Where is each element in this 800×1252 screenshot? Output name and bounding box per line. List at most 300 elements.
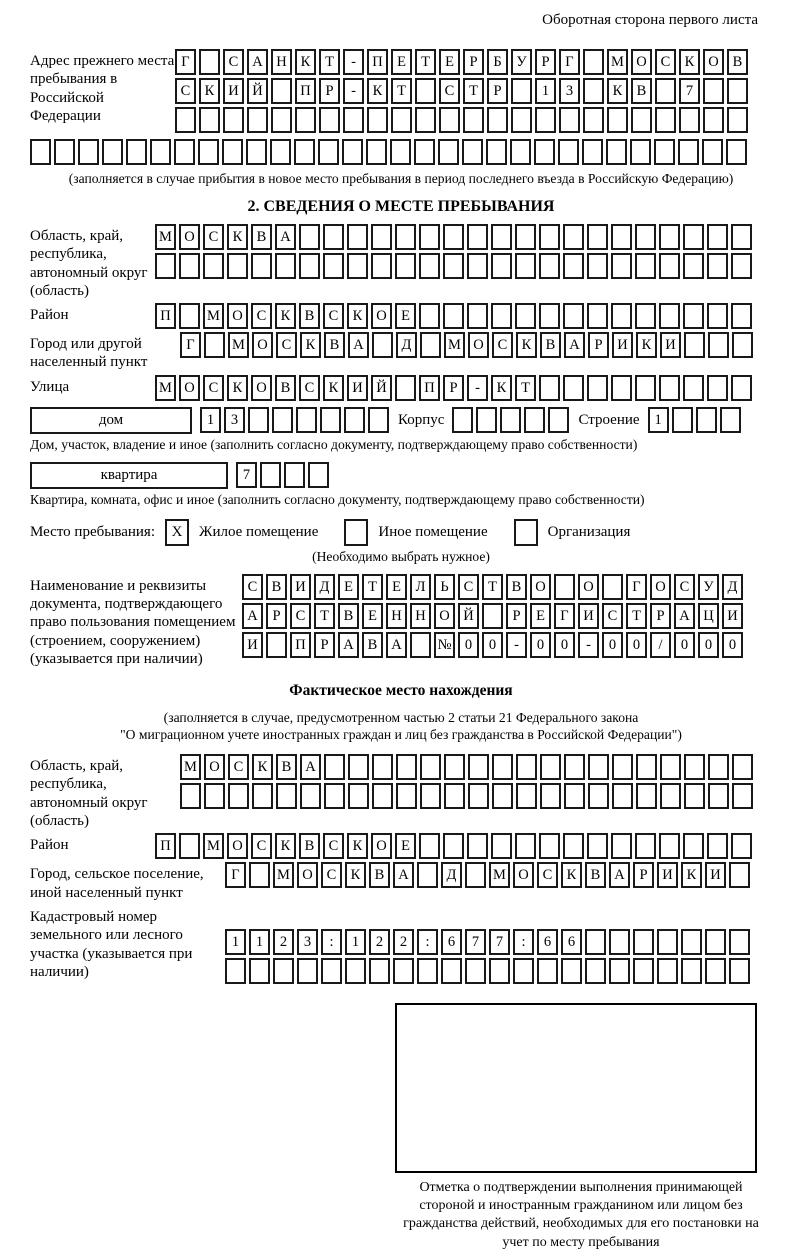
- other-premises-checkbox: [344, 519, 368, 546]
- char-cell: С: [228, 754, 249, 780]
- char-cell: В: [299, 303, 320, 329]
- region-rows: [155, 224, 755, 282]
- char-cell: 2: [393, 929, 414, 955]
- char-cell: 2: [369, 929, 390, 955]
- char-cell: [731, 833, 752, 859]
- char-cell: [702, 139, 723, 165]
- dwelling-checkbox: X: [165, 519, 189, 546]
- house-row: [30, 407, 772, 434]
- char-cell: [342, 139, 363, 165]
- char-cell: [515, 224, 536, 250]
- char-cell: Р: [463, 49, 484, 75]
- char-cell: Т: [463, 78, 484, 104]
- char-cell: [347, 224, 368, 250]
- char-cell: М: [155, 375, 176, 401]
- char-cell: В: [299, 833, 320, 859]
- presence-label: Место пребывания:: [30, 524, 155, 541]
- char-cell: [707, 833, 728, 859]
- char-cell: [465, 862, 486, 888]
- char-cell: П: [295, 78, 316, 104]
- char-cell: [180, 783, 201, 809]
- char-cell: [443, 224, 464, 250]
- char-cell: К: [252, 754, 273, 780]
- actual-region-rows: [180, 754, 756, 812]
- char-cell: [609, 958, 630, 984]
- char-cell: [482, 603, 503, 629]
- section2-title: 2. СВЕДЕНИЯ О МЕСТЕ ПРЕБЫВАНИЯ: [247, 197, 555, 215]
- char-cell: Ц: [698, 603, 719, 629]
- char-cell: [155, 253, 176, 279]
- char-cell: [606, 139, 627, 165]
- char-cell: К: [347, 303, 368, 329]
- char-cell: О: [530, 574, 551, 600]
- char-cell: [631, 107, 652, 133]
- char-cell: С: [251, 833, 272, 859]
- apartment-number-cells: [236, 462, 332, 488]
- char-cell: [563, 833, 584, 859]
- char-cell: [489, 958, 510, 984]
- char-cell: Г: [175, 49, 196, 75]
- char-cell: [611, 224, 632, 250]
- char-cell: [297, 958, 318, 984]
- char-cell: [515, 833, 536, 859]
- korpus-cells: [452, 407, 572, 433]
- char-cell: 1: [535, 78, 556, 104]
- char-cell: [609, 929, 630, 955]
- char-cell: [467, 303, 488, 329]
- char-cell: [559, 107, 580, 133]
- char-cell: [273, 958, 294, 984]
- char-cell: [683, 224, 704, 250]
- char-cell: [491, 253, 512, 279]
- char-cell: И: [705, 862, 726, 888]
- char-cell: [587, 833, 608, 859]
- char-cell: [476, 407, 497, 433]
- char-cell: [300, 783, 321, 809]
- char-cell: 0: [626, 632, 647, 658]
- char-cell: Е: [395, 833, 416, 859]
- char-cell: [511, 107, 532, 133]
- char-cell: [444, 754, 465, 780]
- char-cell: [491, 303, 512, 329]
- char-cell: Р: [314, 632, 335, 658]
- char-cell: 7: [679, 78, 700, 104]
- char-cell: [228, 783, 249, 809]
- char-cell: [630, 139, 651, 165]
- char-cell: [249, 958, 270, 984]
- char-cell: Д: [722, 574, 743, 600]
- char-cell: [491, 833, 512, 859]
- char-cell: [612, 754, 633, 780]
- char-cell: [539, 303, 560, 329]
- char-cell: -: [506, 632, 527, 658]
- char-cell: -: [467, 375, 488, 401]
- char-cell: [367, 107, 388, 133]
- char-cell: [308, 462, 329, 488]
- char-cell: 3: [297, 929, 318, 955]
- char-cell: [703, 78, 724, 104]
- char-cell: С: [439, 78, 460, 104]
- char-cell: [443, 253, 464, 279]
- char-cell: О: [204, 754, 225, 780]
- char-cell: С: [537, 862, 558, 888]
- char-cell: Е: [362, 603, 383, 629]
- char-cell: [731, 375, 752, 401]
- char-cell: [441, 958, 462, 984]
- char-cell: П: [155, 833, 176, 859]
- char-cell: [393, 958, 414, 984]
- street-row: [155, 375, 755, 401]
- char-cell: [683, 833, 704, 859]
- char-cell: [516, 754, 537, 780]
- char-cell: [319, 107, 340, 133]
- char-cell: А: [564, 332, 585, 358]
- char-cell: [729, 862, 750, 888]
- char-cell: [708, 754, 729, 780]
- presence-row: [30, 519, 772, 546]
- char-cell: [540, 754, 561, 780]
- char-cell: Й: [458, 603, 479, 629]
- char-cell: 1: [200, 407, 221, 433]
- char-cell: [465, 958, 486, 984]
- char-cell: [179, 253, 200, 279]
- char-cell: [198, 139, 219, 165]
- document-label: Наименование и реквизиты документа, подтверждающего право пользования помещением (строением, сооружением) (указывается при наличии): [30, 577, 236, 667]
- char-cell: Г: [225, 862, 246, 888]
- char-cell: [732, 783, 753, 809]
- char-cell: 0: [602, 632, 623, 658]
- char-cell: [150, 139, 171, 165]
- char-cell: [564, 754, 585, 780]
- actual-location-note-2: "О миграционном учете иностранных граждан и лиц без гражданства в Российской Федерации"): [120, 727, 682, 743]
- city-label: Город или другой населенный пункт: [30, 336, 148, 371]
- char-cell: [585, 929, 606, 955]
- char-cell: [516, 783, 537, 809]
- char-cell: К: [636, 332, 657, 358]
- actual-district-block: [30, 833, 772, 859]
- char-cell: С: [655, 49, 676, 75]
- char-cell: Т: [362, 574, 383, 600]
- char-cell: К: [347, 833, 368, 859]
- char-cell: [554, 574, 575, 600]
- char-cell: Д: [396, 332, 417, 358]
- char-cell: Ь: [434, 574, 455, 600]
- char-cell: [223, 107, 244, 133]
- char-cell: С: [299, 375, 320, 401]
- char-cell: М: [273, 862, 294, 888]
- char-cell: Е: [391, 49, 412, 75]
- char-cell: [391, 107, 412, 133]
- char-cell: [419, 833, 440, 859]
- char-cell: [487, 107, 508, 133]
- char-cell: [344, 407, 365, 433]
- house-type-box: дом: [30, 407, 192, 434]
- char-cell: [708, 783, 729, 809]
- char-cell: [612, 783, 633, 809]
- char-cell: [272, 407, 293, 433]
- char-cell: [548, 407, 569, 433]
- char-cell: М: [203, 833, 224, 859]
- char-cell: Н: [386, 603, 407, 629]
- district-label: Район: [30, 307, 69, 324]
- page-side-note: Оборотная сторона первого листа: [542, 12, 758, 28]
- dwelling-option-label: Жилое помещение: [199, 523, 319, 540]
- char-cell: [583, 78, 604, 104]
- char-cell: М: [180, 754, 201, 780]
- char-cell: С: [321, 862, 342, 888]
- char-cell: У: [698, 574, 719, 600]
- char-cell: П: [367, 49, 388, 75]
- char-cell: [410, 632, 431, 658]
- char-cell: [729, 929, 750, 955]
- char-cell: [587, 224, 608, 250]
- char-cell: Е: [439, 49, 460, 75]
- organization-checkbox: [514, 519, 538, 546]
- char-cell: [561, 958, 582, 984]
- char-cell: [515, 303, 536, 329]
- char-cell: [684, 754, 705, 780]
- char-cell: [371, 224, 392, 250]
- char-cell: В: [506, 574, 527, 600]
- char-cell: О: [227, 303, 248, 329]
- char-cell: [414, 139, 435, 165]
- char-cell: О: [650, 574, 671, 600]
- char-cell: О: [513, 862, 534, 888]
- char-cell: [54, 139, 75, 165]
- char-cell: [585, 958, 606, 984]
- cadastre-row-1: [225, 929, 753, 955]
- char-cell: [443, 303, 464, 329]
- presence-note: (Необходимо выбрать нужное): [312, 548, 490, 564]
- char-cell: [654, 139, 675, 165]
- char-cell: Т: [314, 603, 335, 629]
- char-cell: [602, 574, 623, 600]
- char-cell: [468, 783, 489, 809]
- char-cell: С: [276, 332, 297, 358]
- prev-address-label: Адрес прежнего места пребывания в Российской Федерации: [30, 53, 175, 124]
- char-cell: :: [417, 929, 438, 955]
- char-cell: [222, 139, 243, 165]
- char-cell: [467, 224, 488, 250]
- char-cell: К: [367, 78, 388, 104]
- char-cell: [299, 224, 320, 250]
- char-cell: [324, 783, 345, 809]
- cadastre-row-2: [225, 958, 753, 984]
- document-row-3: [242, 632, 746, 658]
- char-cell: [260, 462, 281, 488]
- char-cell: О: [252, 332, 273, 358]
- char-cell: [660, 783, 681, 809]
- char-cell: [659, 375, 680, 401]
- char-cell: 7: [465, 929, 486, 955]
- char-cell: О: [578, 574, 599, 600]
- char-cell: [696, 407, 717, 433]
- char-cell: [323, 224, 344, 250]
- char-cell: С: [242, 574, 263, 600]
- char-cell: [296, 407, 317, 433]
- actual-city-block: [30, 862, 772, 902]
- char-cell: [732, 754, 753, 780]
- char-cell: А: [247, 49, 268, 75]
- prev-address-block: [30, 49, 772, 136]
- char-cell: [415, 78, 436, 104]
- char-cell: [731, 303, 752, 329]
- actual-region-row-2: [180, 783, 756, 809]
- char-cell: К: [679, 49, 700, 75]
- char-cell: [343, 107, 364, 133]
- char-cell: [251, 253, 272, 279]
- char-cell: К: [561, 862, 582, 888]
- char-cell: [588, 754, 609, 780]
- char-cell: [467, 833, 488, 859]
- char-cell: 1: [249, 929, 270, 955]
- char-cell: :: [321, 929, 342, 955]
- char-cell: Г: [559, 49, 580, 75]
- char-cell: [635, 253, 656, 279]
- char-cell: [539, 224, 560, 250]
- char-cell: М: [228, 332, 249, 358]
- actual-city-label: Город, сельское поселение, иной населенный пункт: [30, 866, 204, 901]
- char-cell: С: [674, 574, 695, 600]
- char-cell: -: [343, 49, 364, 75]
- char-cell: А: [386, 632, 407, 658]
- char-cell: [657, 929, 678, 955]
- char-cell: [611, 253, 632, 279]
- char-cell: [247, 107, 268, 133]
- char-cell: [582, 139, 603, 165]
- char-cell: 1: [345, 929, 366, 955]
- char-cell: К: [275, 833, 296, 859]
- char-cell: В: [631, 78, 652, 104]
- char-cell: [417, 958, 438, 984]
- char-cell: [248, 407, 269, 433]
- char-cell: [588, 783, 609, 809]
- char-cell: [587, 375, 608, 401]
- char-cell: 6: [537, 929, 558, 955]
- street-label: Улица: [30, 378, 70, 395]
- char-cell: С: [203, 224, 224, 250]
- char-cell: [707, 253, 728, 279]
- char-cell: Е: [386, 574, 407, 600]
- char-cell: 0: [458, 632, 479, 658]
- char-cell: [294, 139, 315, 165]
- char-cell: Д: [314, 574, 335, 600]
- char-cell: [636, 754, 657, 780]
- char-cell: [492, 754, 513, 780]
- char-cell: А: [609, 862, 630, 888]
- char-cell: [225, 958, 246, 984]
- char-cell: [678, 139, 699, 165]
- char-cell: [705, 958, 726, 984]
- char-cell: М: [203, 303, 224, 329]
- actual-city-row: [225, 862, 753, 888]
- char-cell: [271, 107, 292, 133]
- char-cell: [372, 332, 393, 358]
- char-cell: [78, 139, 99, 165]
- actual-district-row: [155, 833, 755, 859]
- char-cell: Р: [535, 49, 556, 75]
- prev-address-row-2: [175, 78, 751, 104]
- char-cell: [635, 833, 656, 859]
- house-number-cells: [200, 407, 392, 433]
- char-cell: [720, 407, 741, 433]
- char-cell: [524, 407, 545, 433]
- char-cell: [660, 754, 681, 780]
- char-cell: О: [179, 375, 200, 401]
- document-row-2: [242, 603, 746, 629]
- char-cell: [535, 107, 556, 133]
- char-cell: Й: [371, 375, 392, 401]
- char-cell: К: [491, 375, 512, 401]
- char-cell: Т: [626, 603, 647, 629]
- char-cell: В: [266, 574, 287, 600]
- char-cell: :: [513, 929, 534, 955]
- char-cell: [539, 253, 560, 279]
- char-cell: О: [434, 603, 455, 629]
- char-cell: [179, 303, 200, 329]
- char-cell: М: [489, 862, 510, 888]
- char-cell: [633, 958, 654, 984]
- char-cell: [726, 139, 747, 165]
- char-cell: [463, 107, 484, 133]
- char-cell: 1: [648, 407, 669, 433]
- char-cell: М: [444, 332, 465, 358]
- char-cell: [348, 754, 369, 780]
- char-cell: [102, 139, 123, 165]
- stroenie-cells: [648, 407, 744, 433]
- char-cell: С: [323, 303, 344, 329]
- char-cell: В: [251, 224, 272, 250]
- char-cell: [369, 958, 390, 984]
- char-cell: В: [369, 862, 390, 888]
- char-cell: 1: [225, 929, 246, 955]
- char-cell: К: [275, 303, 296, 329]
- char-cell: [468, 754, 489, 780]
- char-cell: [175, 107, 196, 133]
- organization-option-label: Организация: [547, 523, 631, 540]
- char-cell: Р: [650, 603, 671, 629]
- char-cell: П: [155, 303, 176, 329]
- char-cell: [727, 78, 748, 104]
- char-cell: [539, 833, 560, 859]
- stamp-note: Отметка о подтверждении выполнения принимающей стороной и иностранным гражданином или лицом без гражданства действий, необходимых для его постановки на учет по месту пребывания: [403, 1179, 759, 1250]
- char-cell: [246, 139, 267, 165]
- char-cell: Д: [441, 862, 462, 888]
- char-cell: О: [631, 49, 652, 75]
- char-cell: 3: [224, 407, 245, 433]
- char-cell: Т: [319, 49, 340, 75]
- char-cell: [659, 253, 680, 279]
- char-cell: В: [275, 375, 296, 401]
- char-cell: [563, 303, 584, 329]
- char-cell: [511, 78, 532, 104]
- char-cell: [396, 783, 417, 809]
- char-cell: [420, 754, 441, 780]
- char-cell: [636, 783, 657, 809]
- char-cell: [563, 253, 584, 279]
- char-cell: В: [585, 862, 606, 888]
- char-cell: [708, 332, 729, 358]
- char-cell: [491, 224, 512, 250]
- char-cell: [348, 783, 369, 809]
- char-cell: О: [371, 833, 392, 859]
- char-cell: [655, 107, 676, 133]
- actual-region-label: Область, край, республика, автономный округ (область): [30, 758, 148, 830]
- char-cell: [659, 224, 680, 250]
- char-cell: О: [227, 833, 248, 859]
- other-premises-option-label: Иное помещение: [378, 523, 488, 540]
- char-cell: О: [251, 375, 272, 401]
